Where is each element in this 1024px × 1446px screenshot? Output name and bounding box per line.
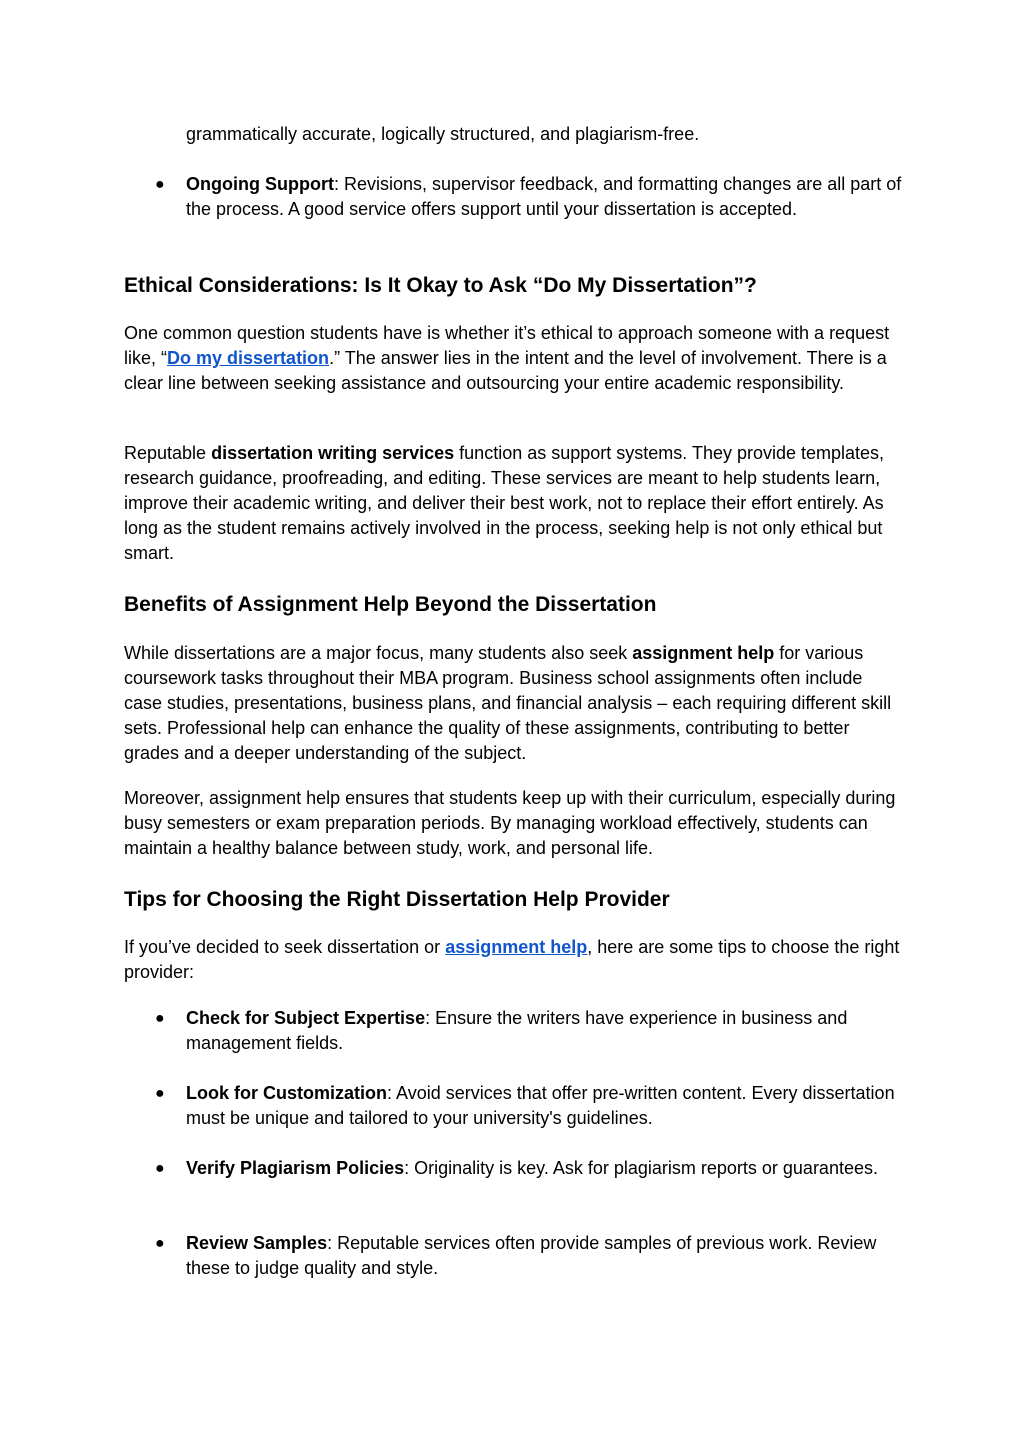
bullet-text: : Ensure the writers have experience in business and management fields.	[186, 1008, 848, 1053]
ethical-paragraph-1	[124, 321, 904, 396]
bullet-marker: ●	[155, 1010, 165, 1027]
tip-review-samples	[186, 1231, 906, 1281]
bullet-ongoing-support	[186, 172, 906, 222]
text: .” The answer lies in the intent and the level of involvement. There is a clear line between seeking assistance and outsourcing your entire academic responsibility.	[124, 348, 887, 393]
tip-customization	[186, 1081, 906, 1131]
text: Reputable	[124, 443, 212, 463]
text: While dissertations are a major focus, many students also seek	[124, 643, 633, 663]
ethical-paragraph-2	[124, 441, 904, 566]
text: One common question students have is whether it’s ethical to approach someone with a request like, “	[124, 323, 890, 368]
assignment-help-link[interactable]: assignment help	[445, 937, 588, 957]
continued-bullet-text: grammatically accurate, logically structured, and plagiarism-free.	[186, 124, 700, 144]
heading-ethical-considerations: Ethical Considerations: Is It Okay to Ask “Do My Dissertation”?	[124, 274, 757, 297]
bullet-text: : Reputable services often provide samples of previous work. Review these to judge quality and style.	[186, 1233, 877, 1278]
bullet-text: : Avoid services that offer pre-written content. Every dissertation must be unique and tailored to your university's guidelines.	[186, 1083, 895, 1128]
bullet-title: Check for Subject Expertise	[186, 1008, 426, 1028]
bold-text: dissertation writing services	[211, 443, 455, 463]
bullet-marker: ●	[155, 1160, 165, 1177]
bullet-title: Verify Plagiarism Policies	[186, 1158, 405, 1178]
bullet-text: : Revisions, supervisor feedback, and formatting changes are all part of the process. A good service offers support until your dissertation is accepted.	[186, 174, 902, 219]
text: , here are some tips to choose the right provider:	[124, 937, 900, 982]
heading-tips: Tips for Choosing the Right Dissertation Help Provider	[124, 888, 670, 911]
heading-benefits: Benefits of Assignment Help Beyond the Dissertation	[124, 593, 657, 616]
bullet-marker: ●	[155, 1235, 165, 1252]
bullet-marker: ●	[155, 176, 165, 193]
bullet-marker: ●	[155, 1085, 165, 1102]
benefits-paragraph-1	[124, 641, 904, 766]
bullet-title: Review Samples	[186, 1233, 328, 1253]
bullet-title: Look for Customization	[186, 1083, 387, 1103]
tip-plagiarism-policies	[186, 1156, 906, 1181]
text: for various coursework tasks throughout their MBA program. Business school assignments often include case studies, presentations, business plans, and financial analysis – each requiring different skill sets. Professional help can enhance the quality of these assignments, contributing to better grades and a deeper understanding of the subject.	[124, 643, 892, 763]
tip-subject-expertise	[186, 1006, 906, 1056]
bold-text: assignment help	[632, 643, 775, 663]
benefits-paragraph-2: Moreover, assignment help ensures that students keep up with their curriculum, especially during busy semesters or exam preparation periods. By managing workload effectively, students can maintain a healthy balance between study, work, and personal life.	[124, 788, 896, 858]
text: If you’ve decided to seek dissertation or	[124, 937, 446, 957]
tips-intro	[124, 935, 904, 985]
bullet-text: : Originality is key. Ask for plagiarism reports or guarantees.	[404, 1158, 878, 1178]
text: function as support systems. They provide templates, research guidance, proofreading, and editing. These services are meant to help students learn, improve their academic writing, and deliver their best work, not to replace their effort entirely. As long as the student remains actively involved in the process, seeking help is not only ethical but smart.	[124, 443, 885, 563]
do-my-dissertation-link[interactable]: Do my dissertation	[167, 348, 330, 368]
bullet-title: Ongoing Support	[186, 174, 334, 194]
